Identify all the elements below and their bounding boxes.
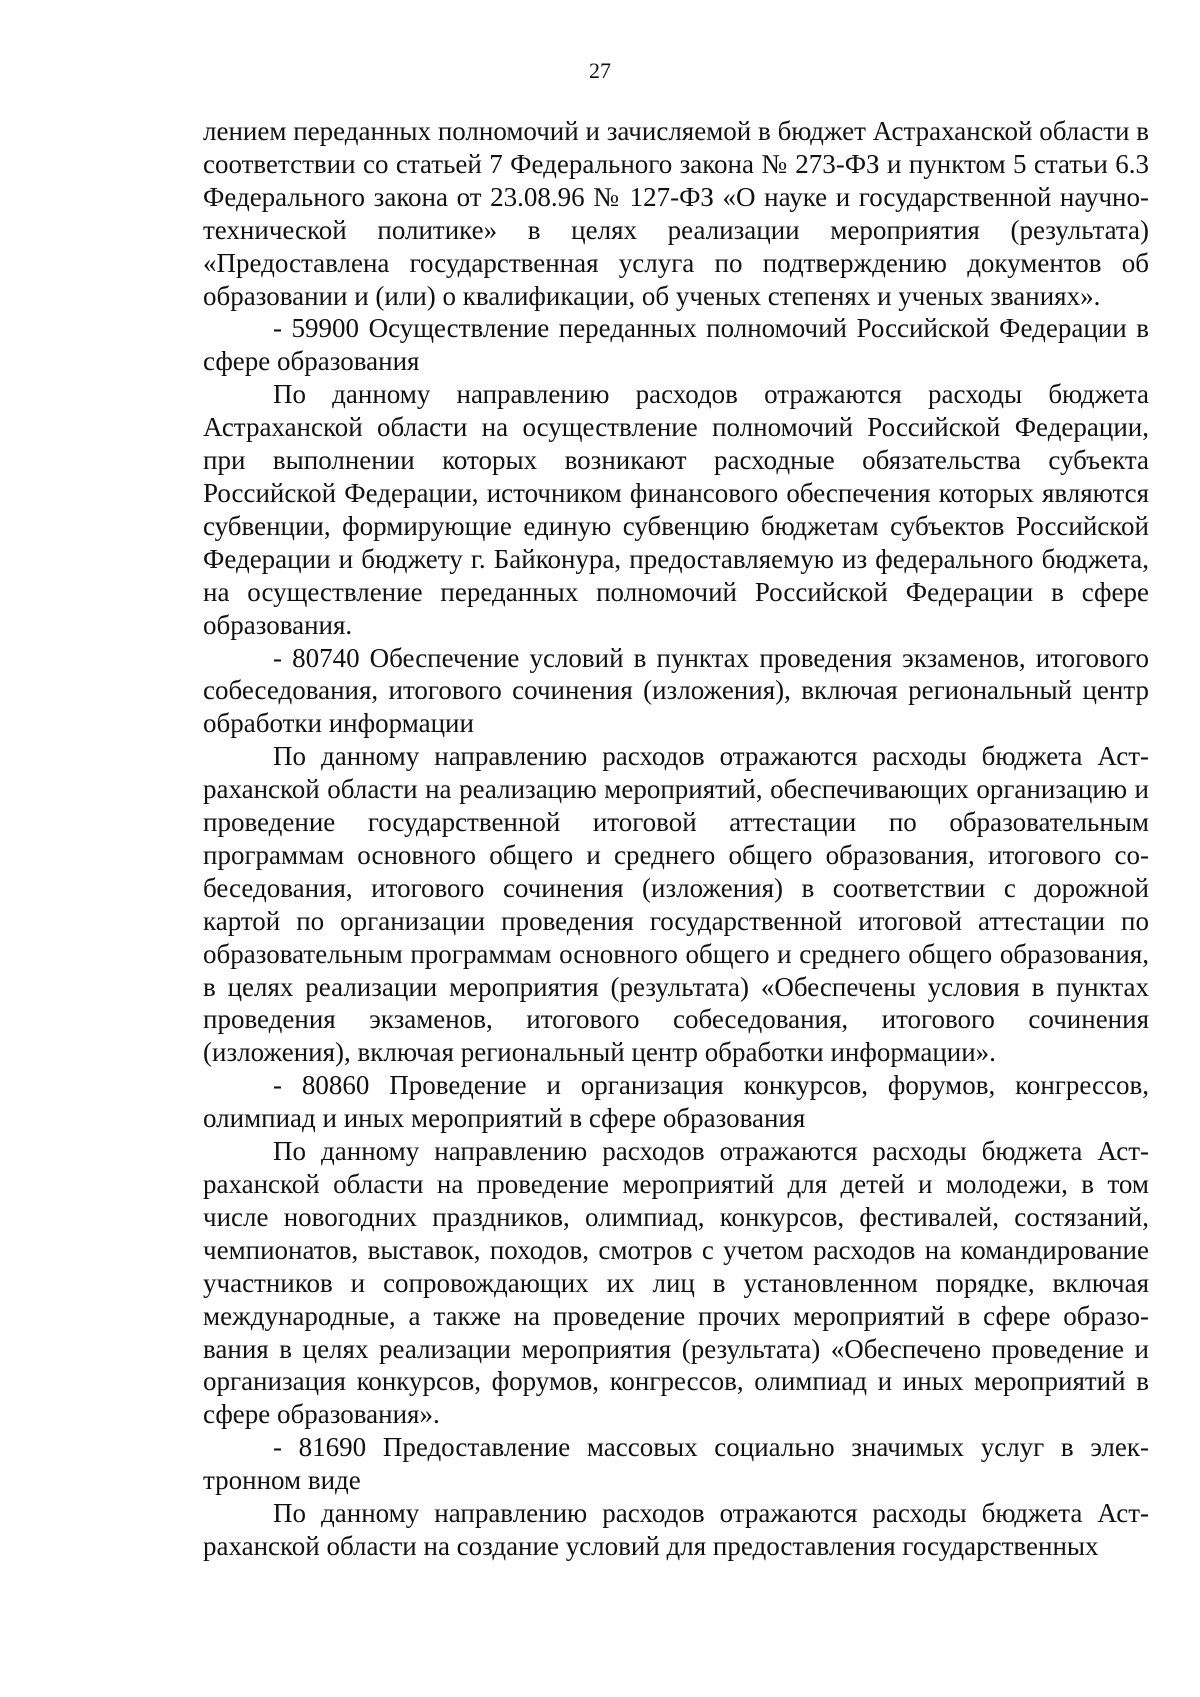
paragraph-item-80740-description: По данному направлению расходов отражаются расходы бюджета Астраханской области на реализацию мероприятий, обеспечивающих организацию и проведение государственной итоговой аттестации по образовательным программам основного общего и среднего общего образования, итогового собеседования, итогового сочинения (изложения) в соответствии с дорожной картой по организации проведения государственной итоговой аттестации по образовательным программам основного общего и среднего общего образования, в целях реализации мероприятия (результата) «Обеспечены условия в пунктах проведения экзаменов, итогового собеседования, итогового сочинения (изложения), включая региональный центр обработки информации». (203, 741, 1149, 1068)
paragraph-item-81690-description: По данному направлению расходов отражаются расходы бюджета Астраханской области на создание условий для предоставления государственных (203, 1498, 1149, 1561)
paragraph-item-80860-heading: - 80860 Проведение и организация конкурсов, форумов, конгрессов, олимпиад и иных мероприятий в сфере образования (203, 1070, 1149, 1134)
page-number: 27 (589, 58, 611, 83)
paragraph-continuation: лением переданных полномочий и зачисляемой в бюджет Астраханской области в соответствии со статьей 7 Федерального закона № 273-ФЗ и пунктом 5 статьи 6.3 Федерального закона от 23.08.96 № 127-ФЗ «О науке и государственной научно-технической политике» в целях реализации мероприятия (результата) «Предоставлена государственная услуга по подтверждению документов об образовании и (или) о квалификации, об ученых степенях и ученых званиях». (203, 116, 1149, 311)
paragraph-item-81690-heading: - 81690 Предоставление массовых социально значимых услуг в электронном виде (203, 1432, 1149, 1496)
paragraph-item-80860-description: По данному направлению расходов отражаются расходы бюджета Астраханской области на проведение мероприятий для детей и молодежи, в том числе новогодних праздников, олимпиад, конкурсов, фестивалей, состязаний, чемпионатов, выставок, походов, смотров с учетом расходов на командирование участников и сопровождающих их лиц в установленном порядке, включая международные, а также на проведение прочих мероприятий в сфере образования в целях реализации мероприятия (результата) «Обеспечено проведение и организация конкурсов, форумов, конгрессов, олимпиад и иных мероприятий в сфере образования». (203, 1136, 1149, 1430)
document-body (203, 115, 1149, 1563)
paragraph-item-59900-heading: - 59900 Осуществление переданных полномочий Российской Федерации в сфере образования (203, 313, 1149, 377)
paragraph-item-59900-description: По данному направлению расходов отражаются расходы бюджета Астраханской области на осуществление полномочий Российской Федерации, при выполнении которых возникают расходные обязательства субъекта Российской Федерации, источником финансового обеспечения которых являются субвенции, формирующие единую субвенцию бюджетам субъектов Российской Федерации и бюджету г. Байконура, предоставляемую из федерального бюджета, на осуществление переданных полномочий Российской Федерации в сфере образования. (203, 379, 1149, 640)
paragraph-item-80740-heading: - 80740 Обеспечение условий в пунктах проведения экзаменов, итогового собеседования, итогового сочинения (изложения), включая региональный центр обработки информации (203, 642, 1149, 739)
